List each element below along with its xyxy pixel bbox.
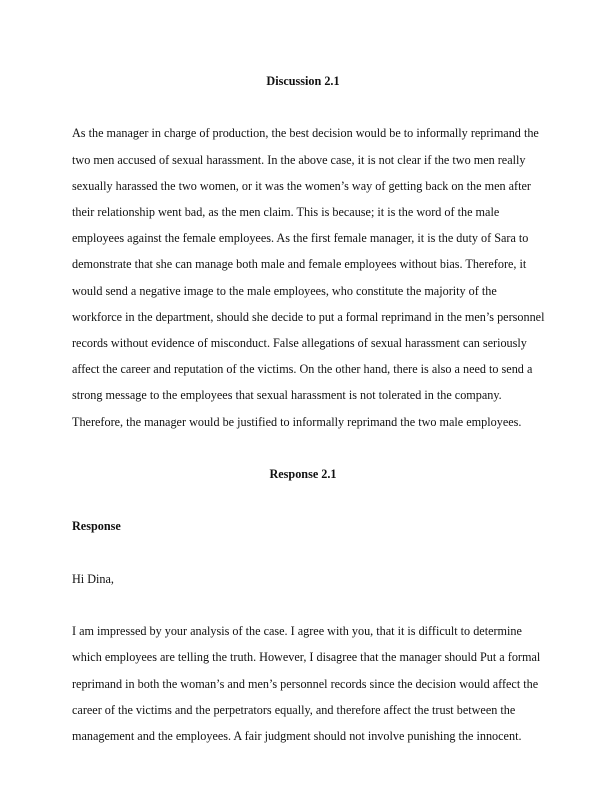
paragraph-line: their relationship went bad, as the men claim. This is because; it is the word of the male xyxy=(72,205,500,219)
response-subheading: Response xyxy=(72,519,121,534)
paragraph-line: management and the employees. A fair judgment should not involve punishing the innocent. xyxy=(72,729,522,743)
paragraph-line: sexually harassed the two women, or it was the women’s way of getting back on the men after xyxy=(72,178,531,193)
spacer xyxy=(72,435,534,461)
paragraph-line: As the manager in charge of production, the best decision would be to informally reprimand the xyxy=(72,126,539,141)
spacer xyxy=(72,540,534,566)
paragraph-line: career of the victims and the perpetrators equally, and therefore affect the trust between the xyxy=(72,702,516,717)
paragraph-line: I am impressed by your analysis of the case. I agree with you, that it is difficult to determine xyxy=(72,624,522,639)
paragraph-line: workforce in the department, should she decide to put a formal reprimand in the men’s personnel xyxy=(72,309,545,324)
spacer xyxy=(72,94,534,120)
paragraph-line: affect the career and reputation of the victims. On the other hand, there is also a need to send a xyxy=(72,362,533,377)
spacer xyxy=(72,592,534,618)
paragraph-line: employees against the female employees. As the first female manager, it is the duty of Sara to xyxy=(72,231,529,246)
paragraph-line: records without evidence of misconduct. False allegations of sexual harassment can seriously xyxy=(72,336,527,351)
paragraph-line: demonstrate that she can manage both male and female employees without bias. Therefore, it xyxy=(72,257,527,272)
paragraph-line: two men accused of sexual harassment. In the above case, it is not clear if the two men really xyxy=(72,152,526,167)
paragraph-line: Therefore, the manager would be justified to informally reprimand the two male employees. xyxy=(72,414,522,429)
paragraph-line: would send a negative image to the male employees, who constitute the majority of the xyxy=(72,283,497,298)
discussion-paragraph xyxy=(72,120,545,434)
greeting: Hi Dina, xyxy=(72,571,114,586)
discussion-heading: Discussion 2.1 xyxy=(266,74,340,88)
spacer xyxy=(72,487,534,513)
paragraph-line: reprimand in both the woman’s and men’s personnel records since the decision would affect the xyxy=(72,676,539,691)
paragraph-line: which employees are telling the truth. However, I disagree that the manager should Put a formal xyxy=(72,650,541,665)
response-heading: Response 2.1 xyxy=(269,467,337,482)
response-paragraph xyxy=(72,618,541,749)
document-body xyxy=(72,68,545,749)
paragraph-line: strong message to the employees that sexual harassment is not tolerated in the company. xyxy=(72,388,502,403)
